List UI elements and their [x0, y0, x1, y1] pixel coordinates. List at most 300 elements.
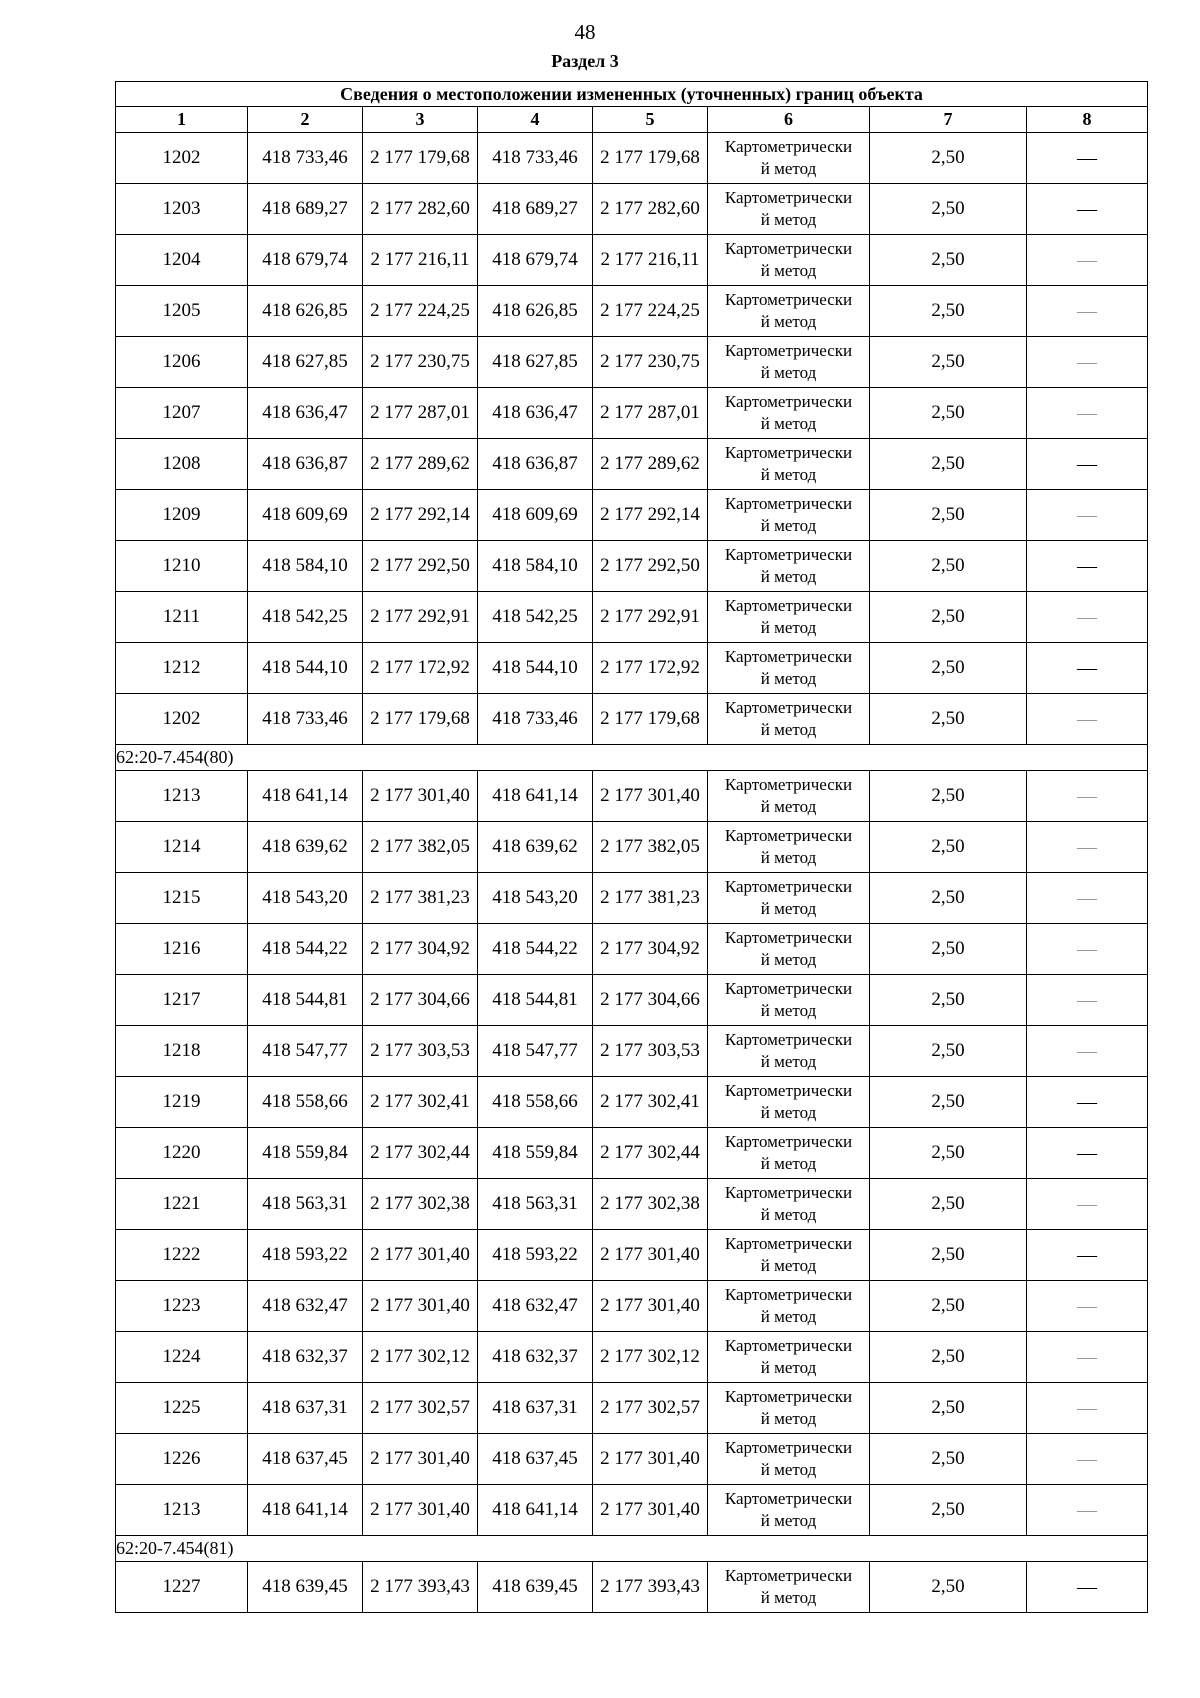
accuracy-cell: 2,50: [870, 439, 1027, 490]
point-number-cell: 1214: [116, 822, 248, 873]
table-row: [116, 822, 1148, 873]
old-x-cell: 418 542,25: [248, 592, 363, 643]
method-line-2: й метод: [760, 1103, 817, 1122]
old-y-cell: 2 177 292,14: [363, 490, 478, 541]
method-line-1: Картометрически: [724, 1234, 853, 1253]
method-cell: [708, 1077, 870, 1128]
old-x-cell: 418 558,66: [248, 1077, 363, 1128]
old-x-cell: 418 547,77: [248, 1026, 363, 1077]
description-cell: —: [1027, 1562, 1148, 1613]
point-number-cell: 1209: [116, 490, 248, 541]
point-number-cell: 1226: [116, 1434, 248, 1485]
old-y-cell: 2 177 301,40: [363, 1230, 478, 1281]
description-cell: —: [1027, 592, 1148, 643]
point-number-cell: 1210: [116, 541, 248, 592]
old-x-cell: 418 544,10: [248, 643, 363, 694]
section-title: Раздел 3: [551, 51, 619, 71]
new-y-cell: 2 177 301,40: [593, 1230, 708, 1281]
new-x-cell: 418 609,69: [478, 490, 593, 541]
new-x-cell: 418 689,27: [478, 184, 593, 235]
accuracy-cell: 2,50: [870, 1281, 1027, 1332]
method-cell: [708, 1128, 870, 1179]
point-number-cell: 1217: [116, 975, 248, 1026]
method-cell: [708, 873, 870, 924]
description-cell: —: [1027, 337, 1148, 388]
method-line-1: Картометрически: [724, 341, 853, 360]
method-line-1: Картометрически: [724, 1336, 853, 1355]
new-y-cell: 2 177 292,14: [593, 490, 708, 541]
point-number-cell: 1220: [116, 1128, 248, 1179]
point-number-cell: 1203: [116, 184, 248, 235]
new-x-cell: 418 543,20: [478, 873, 593, 924]
old-x-cell: 418 639,45: [248, 1562, 363, 1613]
accuracy-cell: 2,50: [870, 694, 1027, 745]
old-y-cell: 2 177 216,11: [363, 235, 478, 286]
old-y-cell: 2 177 304,92: [363, 924, 478, 975]
method-line-2: й метод: [760, 797, 817, 816]
description-cell: —: [1027, 1230, 1148, 1281]
method-line-1: Картометрически: [724, 1183, 853, 1202]
point-number-cell: 1202: [116, 694, 248, 745]
table-row: [116, 235, 1148, 286]
new-x-cell: 418 733,46: [478, 133, 593, 184]
new-x-cell: 418 641,14: [478, 771, 593, 822]
point-number-cell: 1223: [116, 1281, 248, 1332]
old-y-cell: 2 177 292,91: [363, 592, 478, 643]
description-cell: —: [1027, 490, 1148, 541]
old-x-cell: 418 733,46: [248, 694, 363, 745]
method-line-2: й метод: [760, 1256, 817, 1275]
method-line-1: Картометрически: [724, 928, 853, 947]
method-line-2: й метод: [760, 312, 817, 331]
description-cell: —: [1027, 286, 1148, 337]
new-y-cell: 2 177 302,57: [593, 1383, 708, 1434]
method-cell: [708, 975, 870, 1026]
new-x-cell: 418 636,87: [478, 439, 593, 490]
method-line-2: й метод: [760, 950, 817, 969]
method-line-2: й метод: [760, 363, 817, 382]
method-line-2: й метод: [760, 618, 817, 637]
description-cell: —: [1027, 235, 1148, 286]
method-cell: [708, 694, 870, 745]
method-line-1: Картометрически: [724, 698, 853, 717]
method-line-2: й метод: [760, 1307, 817, 1326]
description-cell: —: [1027, 439, 1148, 490]
new-y-cell: 2 177 302,44: [593, 1128, 708, 1179]
old-y-cell: 2 177 302,44: [363, 1128, 478, 1179]
new-x-cell: 418 636,47: [478, 388, 593, 439]
new-y-cell: 2 177 287,01: [593, 388, 708, 439]
old-y-cell: 2 177 301,40: [363, 1485, 478, 1536]
method-line-1: Картометрически: [724, 1489, 853, 1508]
old-y-cell: 2 177 301,40: [363, 1434, 478, 1485]
point-number-cell: 1213: [116, 771, 248, 822]
method-line-1: Картометрически: [724, 1387, 853, 1406]
new-y-cell: 2 177 302,41: [593, 1077, 708, 1128]
new-x-cell: 418 639,45: [478, 1562, 593, 1613]
new-y-cell: 2 177 224,25: [593, 286, 708, 337]
accuracy-cell: 2,50: [870, 388, 1027, 439]
description-cell: —: [1027, 873, 1148, 924]
method-line-1: Картометрически: [724, 188, 853, 207]
new-x-cell: 418 679,74: [478, 235, 593, 286]
accuracy-cell: 2,50: [870, 541, 1027, 592]
new-x-cell: 418 544,81: [478, 975, 593, 1026]
new-x-cell: 418 593,22: [478, 1230, 593, 1281]
old-y-cell: 2 177 282,60: [363, 184, 478, 235]
new-x-cell: 418 563,31: [478, 1179, 593, 1230]
method-line-1: Картометрически: [724, 1132, 853, 1151]
method-cell: [708, 1230, 870, 1281]
table-caption: Сведения о местоположении измененных (уточненных) границ объекта: [116, 82, 1148, 107]
method-line-2: й метод: [760, 261, 817, 280]
accuracy-cell: 2,50: [870, 1383, 1027, 1434]
old-x-cell: 418 636,87: [248, 439, 363, 490]
method-line-1: Картометрически: [724, 826, 853, 845]
accuracy-cell: 2,50: [870, 1332, 1027, 1383]
description-cell: —: [1027, 1485, 1148, 1536]
method-line-1: Картометрически: [724, 1438, 853, 1457]
method-line-2: й метод: [760, 414, 817, 433]
column-number-header: 8: [1027, 107, 1148, 133]
description-cell: —: [1027, 541, 1148, 592]
table-row: [116, 490, 1148, 541]
method-cell: [708, 439, 870, 490]
group-label: 62:20-7.454(80): [116, 745, 1148, 771]
method-cell: [708, 1026, 870, 1077]
method-line-2: й метод: [760, 516, 817, 535]
point-number-cell: 1215: [116, 873, 248, 924]
new-y-cell: 2 177 179,68: [593, 133, 708, 184]
method-cell: [708, 133, 870, 184]
old-x-cell: 418 679,74: [248, 235, 363, 286]
method-line-1: Картометрически: [724, 775, 853, 794]
method-cell: [708, 235, 870, 286]
old-y-cell: 2 177 179,68: [363, 694, 478, 745]
point-number-cell: 1224: [116, 1332, 248, 1383]
new-x-cell: 418 559,84: [478, 1128, 593, 1179]
old-y-cell: 2 177 179,68: [363, 133, 478, 184]
table-row: [116, 388, 1148, 439]
new-x-cell: 418 733,46: [478, 694, 593, 745]
method-line-1: Картометрически: [724, 1285, 853, 1304]
old-x-cell: 418 584,10: [248, 541, 363, 592]
point-number-cell: 1202: [116, 133, 248, 184]
table-row: [116, 771, 1148, 822]
description-cell: —: [1027, 133, 1148, 184]
old-y-cell: 2 177 224,25: [363, 286, 478, 337]
column-number-header: 3: [363, 107, 478, 133]
method-line-1: Картометрически: [724, 545, 853, 564]
column-number-header: 1: [116, 107, 248, 133]
accuracy-cell: 2,50: [870, 873, 1027, 924]
table-body: [116, 133, 1148, 1613]
accuracy-cell: 2,50: [870, 1485, 1027, 1536]
method-cell: [708, 1332, 870, 1383]
old-x-cell: 418 632,47: [248, 1281, 363, 1332]
method-cell: [708, 592, 870, 643]
group-label: 62:20-7.454(81): [116, 1536, 1148, 1562]
method-line-2: й метод: [760, 1358, 817, 1377]
old-x-cell: 418 559,84: [248, 1128, 363, 1179]
method-line-1: Картометрически: [724, 979, 853, 998]
method-line-2: й метод: [760, 567, 817, 586]
new-x-cell: 418 632,37: [478, 1332, 593, 1383]
new-x-cell: 418 547,77: [478, 1026, 593, 1077]
page-number: 48: [574, 20, 596, 44]
description-cell: —: [1027, 1281, 1148, 1332]
method-line-2: й метод: [760, 465, 817, 484]
old-x-cell: 418 627,85: [248, 337, 363, 388]
point-number-cell: 1227: [116, 1562, 248, 1613]
table-row: [116, 133, 1148, 184]
old-x-cell: 418 637,45: [248, 1434, 363, 1485]
point-number-cell: 1213: [116, 1485, 248, 1536]
new-y-cell: 2 177 303,53: [593, 1026, 708, 1077]
accuracy-cell: 2,50: [870, 184, 1027, 235]
old-y-cell: 2 177 302,38: [363, 1179, 478, 1230]
method-cell: [708, 490, 870, 541]
description-cell: —: [1027, 1332, 1148, 1383]
new-x-cell: 418 627,85: [478, 337, 593, 388]
method-cell: [708, 337, 870, 388]
old-y-cell: 2 177 292,50: [363, 541, 478, 592]
method-line-2: й метод: [760, 848, 817, 867]
table-row: [116, 184, 1148, 235]
description-cell: —: [1027, 1077, 1148, 1128]
old-x-cell: 418 639,62: [248, 822, 363, 873]
method-cell: [708, 388, 870, 439]
method-line-1: Картометрически: [724, 239, 853, 258]
table-row: [116, 643, 1148, 694]
old-y-cell: 2 177 230,75: [363, 337, 478, 388]
method-line-1: Картометрически: [724, 137, 853, 156]
method-line-1: Картометрически: [724, 1081, 853, 1100]
description-cell: —: [1027, 694, 1148, 745]
method-line-2: й метод: [760, 159, 817, 178]
method-line-1: Картометрически: [724, 647, 853, 666]
old-x-cell: 418 641,14: [248, 771, 363, 822]
old-x-cell: 418 543,20: [248, 873, 363, 924]
new-y-cell: 2 177 302,12: [593, 1332, 708, 1383]
new-y-cell: 2 177 172,92: [593, 643, 708, 694]
point-number-cell: 1212: [116, 643, 248, 694]
method-cell: [708, 1434, 870, 1485]
method-cell: [708, 1485, 870, 1536]
method-line-2: й метод: [760, 1154, 817, 1173]
column-numbers-row: [116, 107, 1148, 133]
description-cell: —: [1027, 924, 1148, 975]
old-x-cell: 418 632,37: [248, 1332, 363, 1383]
new-y-cell: 2 177 302,38: [593, 1179, 708, 1230]
method-cell: [708, 286, 870, 337]
method-line-1: Картометрически: [724, 596, 853, 615]
method-cell: [708, 924, 870, 975]
method-line-2: й метод: [760, 1460, 817, 1479]
description-cell: —: [1027, 822, 1148, 873]
method-line-2: й метод: [760, 1001, 817, 1020]
group-header-row: [116, 745, 1148, 771]
new-y-cell: 2 177 301,40: [593, 1434, 708, 1485]
new-y-cell: 2 177 301,40: [593, 1281, 708, 1332]
point-number-cell: 1208: [116, 439, 248, 490]
method-line-2: й метод: [760, 1588, 817, 1607]
accuracy-cell: 2,50: [870, 1077, 1027, 1128]
method-line-1: Картометрически: [724, 392, 853, 411]
description-cell: —: [1027, 184, 1148, 235]
method-cell: [708, 643, 870, 694]
method-line-1: Картометрически: [724, 494, 853, 513]
old-y-cell: 2 177 289,62: [363, 439, 478, 490]
method-cell: [708, 541, 870, 592]
accuracy-cell: 2,50: [870, 1026, 1027, 1077]
old-y-cell: 2 177 304,66: [363, 975, 478, 1026]
old-y-cell: 2 177 287,01: [363, 388, 478, 439]
method-cell: [708, 1562, 870, 1613]
method-line-2: й метод: [760, 1205, 817, 1224]
point-number-cell: 1219: [116, 1077, 248, 1128]
old-x-cell: 418 636,47: [248, 388, 363, 439]
method-cell: [708, 771, 870, 822]
table-row: [116, 873, 1148, 924]
table-row: [116, 975, 1148, 1026]
method-line-2: й метод: [760, 899, 817, 918]
method-line-2: й метод: [760, 720, 817, 739]
method-cell: [708, 1179, 870, 1230]
new-y-cell: 2 177 282,60: [593, 184, 708, 235]
old-y-cell: 2 177 301,40: [363, 771, 478, 822]
old-x-cell: 418 563,31: [248, 1179, 363, 1230]
old-x-cell: 418 689,27: [248, 184, 363, 235]
point-number-cell: 1218: [116, 1026, 248, 1077]
accuracy-cell: 2,50: [870, 1562, 1027, 1613]
table-row: [116, 286, 1148, 337]
new-y-cell: 2 177 382,05: [593, 822, 708, 873]
old-x-cell: 418 641,14: [248, 1485, 363, 1536]
old-x-cell: 418 637,31: [248, 1383, 363, 1434]
method-line-1: Картометрически: [724, 1566, 853, 1585]
description-cell: —: [1027, 388, 1148, 439]
old-x-cell: 418 593,22: [248, 1230, 363, 1281]
accuracy-cell: 2,50: [870, 822, 1027, 873]
description-cell: —: [1027, 1128, 1148, 1179]
new-y-cell: 2 177 304,66: [593, 975, 708, 1026]
method-line-1: Картометрически: [724, 290, 853, 309]
method-line-2: й метод: [760, 1409, 817, 1428]
point-number-cell: 1204: [116, 235, 248, 286]
new-y-cell: 2 177 230,75: [593, 337, 708, 388]
table-row: [116, 1281, 1148, 1332]
table-row: [116, 924, 1148, 975]
new-x-cell: 418 637,31: [478, 1383, 593, 1434]
table-row: [116, 1128, 1148, 1179]
method-line-1: Картометрически: [724, 877, 853, 896]
old-x-cell: 418 544,81: [248, 975, 363, 1026]
old-y-cell: 2 177 381,23: [363, 873, 478, 924]
description-cell: —: [1027, 771, 1148, 822]
accuracy-cell: 2,50: [870, 1179, 1027, 1230]
method-line-2: й метод: [760, 1052, 817, 1071]
column-number-header: 2: [248, 107, 363, 133]
table-row: [116, 1434, 1148, 1485]
new-y-cell: 2 177 292,91: [593, 592, 708, 643]
new-x-cell: 418 637,45: [478, 1434, 593, 1485]
table-row: [116, 1485, 1148, 1536]
old-y-cell: 2 177 302,12: [363, 1332, 478, 1383]
method-line-2: й метод: [760, 210, 817, 229]
column-number-header: 4: [478, 107, 593, 133]
old-x-cell: 418 544,22: [248, 924, 363, 975]
new-y-cell: 2 177 216,11: [593, 235, 708, 286]
point-number-cell: 1216: [116, 924, 248, 975]
point-number-cell: 1211: [116, 592, 248, 643]
table-row: [116, 1332, 1148, 1383]
accuracy-cell: 2,50: [870, 337, 1027, 388]
point-number-cell: 1205: [116, 286, 248, 337]
new-x-cell: 418 639,62: [478, 822, 593, 873]
old-y-cell: 2 177 302,41: [363, 1077, 478, 1128]
old-y-cell: 2 177 172,92: [363, 643, 478, 694]
old-y-cell: 2 177 303,53: [363, 1026, 478, 1077]
description-cell: —: [1027, 975, 1148, 1026]
new-x-cell: 418 641,14: [478, 1485, 593, 1536]
accuracy-cell: 2,50: [870, 133, 1027, 184]
old-x-cell: 418 626,85: [248, 286, 363, 337]
point-number-cell: 1207: [116, 388, 248, 439]
table-row: [116, 1383, 1148, 1434]
accuracy-cell: 2,50: [870, 1230, 1027, 1281]
accuracy-cell: 2,50: [870, 643, 1027, 694]
new-y-cell: 2 177 179,68: [593, 694, 708, 745]
accuracy-cell: 2,50: [870, 1434, 1027, 1485]
point-number-cell: 1221: [116, 1179, 248, 1230]
method-cell: [708, 1383, 870, 1434]
old-x-cell: 418 609,69: [248, 490, 363, 541]
table-row: [116, 439, 1148, 490]
method-cell: [708, 184, 870, 235]
table-row: [116, 592, 1148, 643]
new-y-cell: 2 177 381,23: [593, 873, 708, 924]
accuracy-cell: 2,50: [870, 924, 1027, 975]
point-number-cell: 1225: [116, 1383, 248, 1434]
new-x-cell: 418 542,25: [478, 592, 593, 643]
table-row: [116, 541, 1148, 592]
table-row: [116, 1077, 1148, 1128]
method-line-2: й метод: [760, 669, 817, 688]
accuracy-cell: 2,50: [870, 771, 1027, 822]
new-x-cell: 418 626,85: [478, 286, 593, 337]
new-y-cell: 2 177 292,50: [593, 541, 708, 592]
new-y-cell: 2 177 301,40: [593, 1485, 708, 1536]
description-cell: —: [1027, 643, 1148, 694]
accuracy-cell: 2,50: [870, 1128, 1027, 1179]
description-cell: —: [1027, 1026, 1148, 1077]
description-cell: —: [1027, 1434, 1148, 1485]
old-y-cell: 2 177 393,43: [363, 1562, 478, 1613]
method-cell: [708, 822, 870, 873]
table-row: [116, 1230, 1148, 1281]
accuracy-cell: 2,50: [870, 592, 1027, 643]
old-y-cell: 2 177 382,05: [363, 822, 478, 873]
boundary-table: [115, 81, 1148, 1613]
old-x-cell: 418 733,46: [248, 133, 363, 184]
table-row: [116, 1562, 1148, 1613]
point-number-cell: 1222: [116, 1230, 248, 1281]
old-y-cell: 2 177 302,57: [363, 1383, 478, 1434]
new-y-cell: 2 177 393,43: [593, 1562, 708, 1613]
new-x-cell: 418 544,22: [478, 924, 593, 975]
accuracy-cell: 2,50: [870, 235, 1027, 286]
